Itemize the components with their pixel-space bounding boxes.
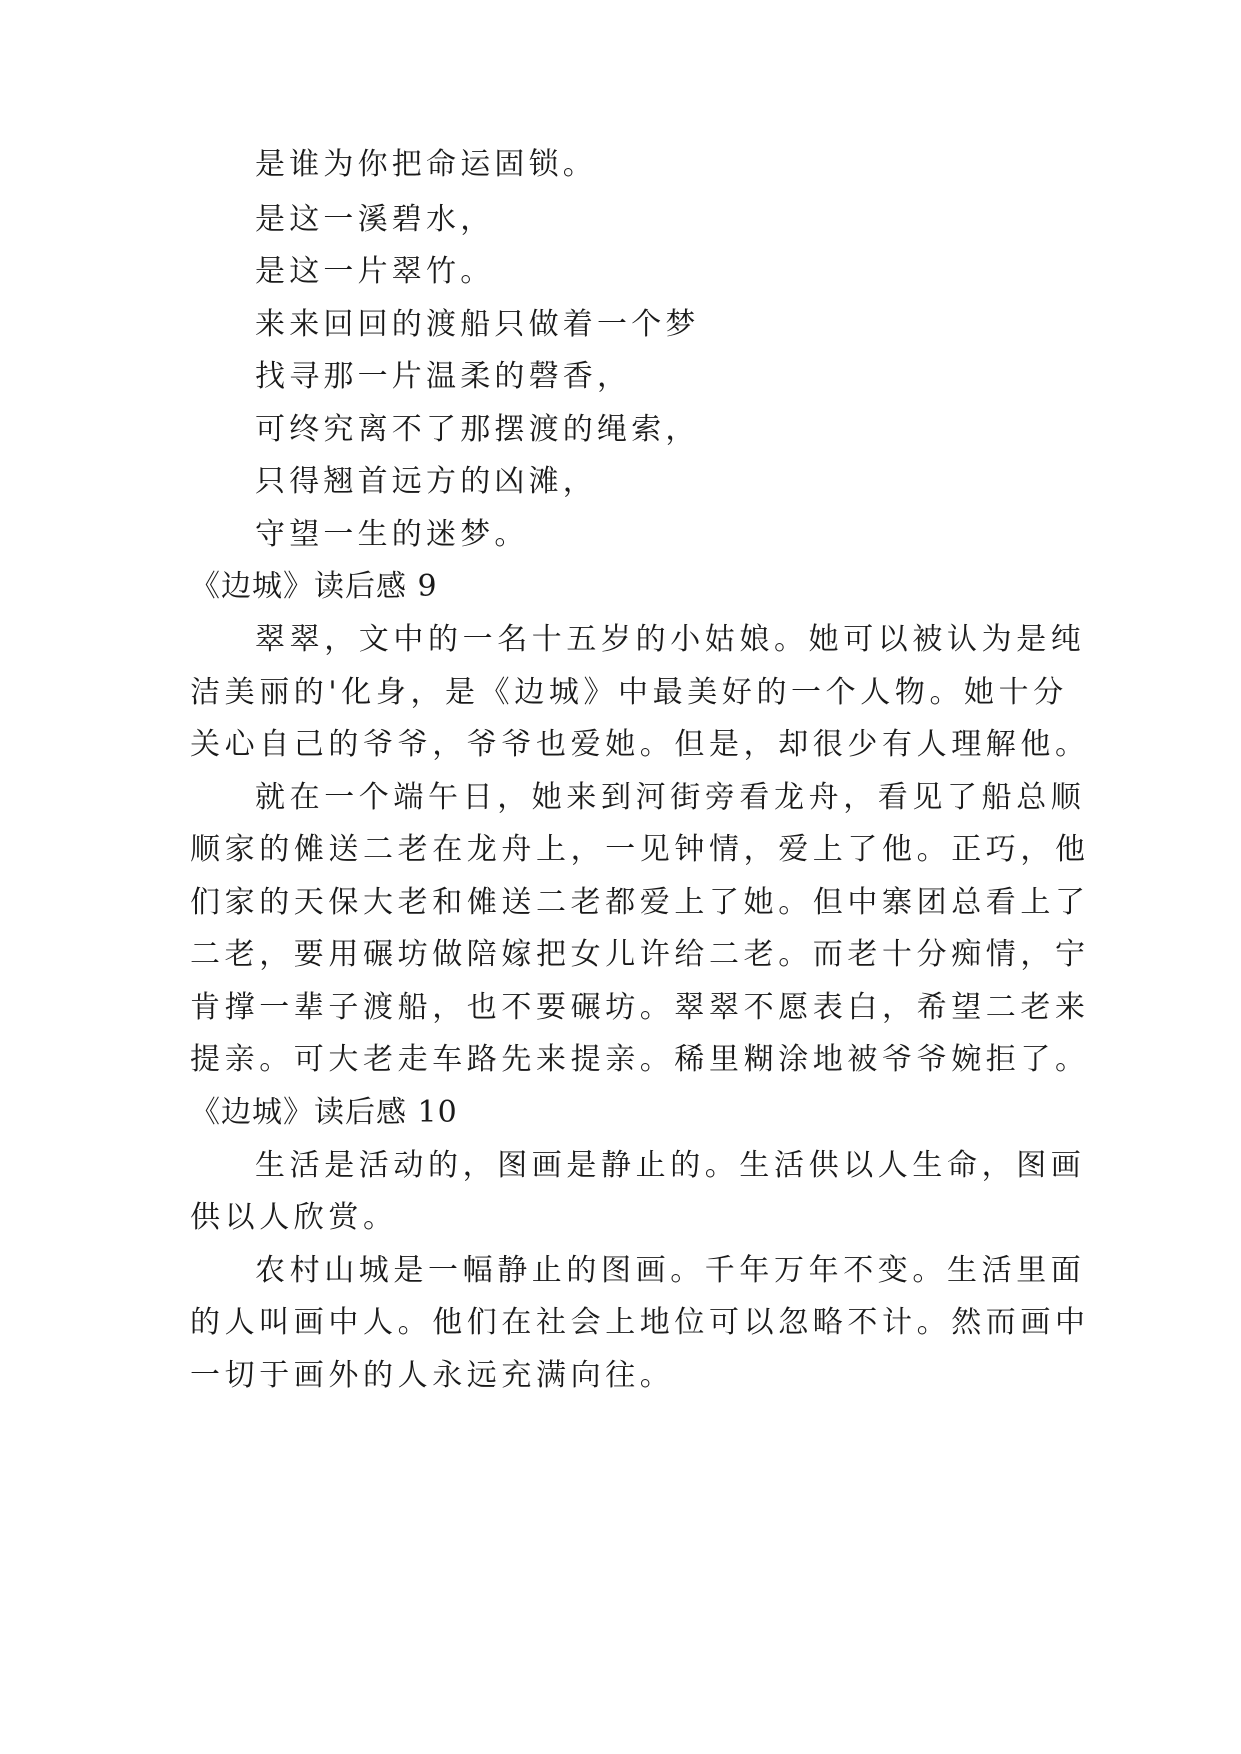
- section-heading: 《边城》读后感 10: [190, 1095, 458, 1130]
- paragraph-line: 关心自己的爷爷，爷爷也爱她。但是，却很少有人理解他。: [190, 727, 1090, 762]
- paragraph-line: 的人叫画中人。他们在社会上地位可以忽略不计。然而画中: [190, 1305, 1090, 1340]
- poem-line: 是这一片翠竹。: [255, 254, 495, 289]
- paragraph-line: 供以人欣赏。: [190, 1200, 398, 1235]
- paragraph-line: 就在一个端午日，她来到河街旁看龙舟，看见了船总顺: [255, 780, 1086, 815]
- poem-line: 守望一生的迷梦。: [255, 517, 529, 552]
- paragraph-line: 顺家的傩送二老在龙舟上，一见钟情，爱上了他。正巧，他: [190, 832, 1090, 867]
- paragraph-line: 洁美丽的'化身，是《边城》中最美好的一个人物。她十分: [190, 675, 1068, 710]
- paragraph-line: 生活是活动的，图画是静止的。生活供以人生命，图画: [255, 1148, 1086, 1183]
- poem-line: 来来回回的渡船只做着一个梦: [255, 307, 700, 342]
- paragraph-line: 们家的天保大老和傩送二老都爱上了她。但中寨团总看上了: [190, 885, 1090, 920]
- paragraph-line: 农村山城是一幅静止的图画。千年万年不变。生活里面: [255, 1253, 1086, 1288]
- poem-line: 只得翘首远方的凶滩，: [255, 464, 597, 499]
- poem-line: 是这一溪碧水，: [255, 202, 495, 237]
- section-heading: 《边城》读后感 9: [190, 569, 438, 604]
- paragraph-line: 肯撑一辈子渡船，也不要碾坊。翠翠不愿表白，希望二老来: [190, 990, 1090, 1025]
- poem-line: 可终究离不了那摆渡的绳索，: [255, 412, 700, 447]
- poem-line: 是谁为你把命运固锁。: [255, 147, 597, 182]
- poem-line: 找寻那一片温柔的磬香，: [255, 359, 632, 394]
- paragraph-line: 二老，要用碾坊做陪嫁把女儿许给二老。而老十分痴情，宁: [190, 937, 1090, 972]
- paragraph-line: 翠翠，文中的一名十五岁的小姑娘。她可以被认为是纯: [255, 622, 1086, 657]
- paragraph-line: 一切于画外的人永远充满向往。: [190, 1358, 675, 1393]
- paragraph-line: 提亲。可大老走车路先来提亲。稀里糊涂地被爷爷婉拒了。: [190, 1042, 1090, 1077]
